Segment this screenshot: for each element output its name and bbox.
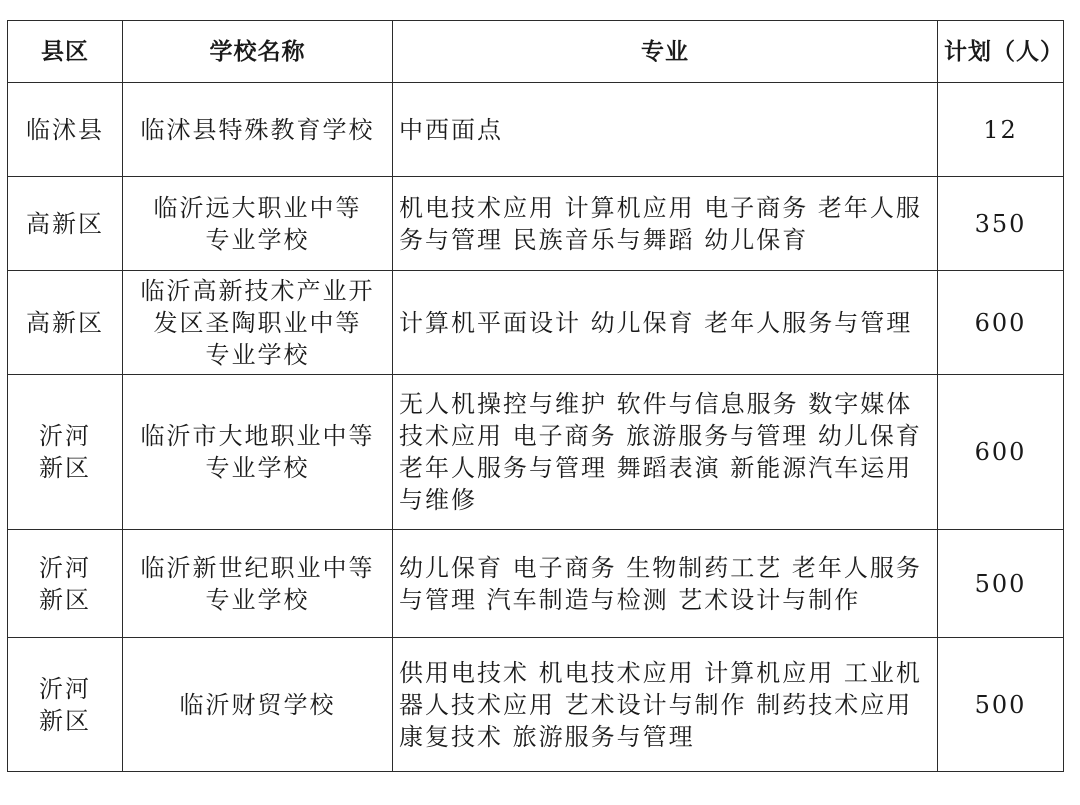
cell-major: 计算机平面设计 幼儿保育 老年人服务与管理: [393, 271, 938, 375]
cell-plan: 500: [938, 530, 1064, 638]
table-row: [8, 375, 1064, 530]
table-header-row: [8, 21, 1064, 83]
table-row: [8, 638, 1064, 772]
cell-school-name: 临沂财贸学校: [123, 638, 393, 772]
cell-plan: 12: [938, 83, 1064, 177]
cell-county: 沂河 新区: [8, 375, 123, 530]
table-row: [8, 530, 1064, 638]
cell-major: 幼儿保育 电子商务 生物制药工艺 老年人服务与管理 汽车制造与检测 艺术设计与制作: [393, 530, 938, 638]
cell-plan: 600: [938, 271, 1064, 375]
table-row: [8, 271, 1064, 375]
cell-county: 沂河 新区: [8, 530, 123, 638]
table-row: [8, 177, 1064, 271]
cell-county: 沂河 新区: [8, 638, 123, 772]
enrollment-plan-table: [7, 20, 1064, 772]
cell-school-name: 临沭县特殊教育学校: [123, 83, 393, 177]
cell-plan: 350: [938, 177, 1064, 271]
header-school-name: 学校名称: [123, 21, 393, 83]
cell-county: 高新区: [8, 177, 123, 271]
cell-major: 机电技术应用 计算机应用 电子商务 老年人服务与管理 民族音乐与舞蹈 幼儿保育: [393, 177, 938, 271]
table-row: [8, 83, 1064, 177]
cell-major: 无人机操控与维护 软件与信息服务 数字媒体技术应用 电子商务 旅游服务与管理 幼儿保育 老年人服务与管理 舞蹈表演 新能源汽车运用与维修: [393, 375, 938, 530]
cell-county: 临沭县: [8, 83, 123, 177]
cell-county: 高新区: [8, 271, 123, 375]
cell-major: 供用电技术 机电技术应用 计算机应用 工业机器人技术应用 艺术设计与制作 制药技术应用 康复技术 旅游服务与管理: [393, 638, 938, 772]
header-major: 专业: [393, 21, 938, 83]
header-county: 县区: [8, 21, 123, 83]
cell-school-name: 临沂新世纪职业中等 专业学校: [123, 530, 393, 638]
cell-plan: 500: [938, 638, 1064, 772]
cell-school-name: 临沂远大职业中等 专业学校: [123, 177, 393, 271]
cell-major: 中西面点: [393, 83, 938, 177]
header-plan: 计划（人）: [938, 21, 1064, 83]
cell-school-name: 临沂市大地职业中等 专业学校: [123, 375, 393, 530]
cell-plan: 600: [938, 375, 1064, 530]
cell-school-name: 临沂高新技术产业开 发区圣陶职业中等 专业学校: [123, 271, 393, 375]
